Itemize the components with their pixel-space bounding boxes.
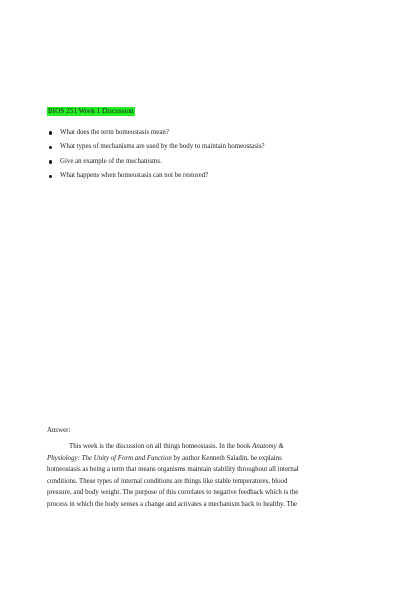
question-text: What types of mechanisms are used by the body to maintain homeostasis? <box>60 143 265 151</box>
question-list <box>47 126 265 184</box>
question-text: What does the term homeostasis mean? <box>60 129 169 136</box>
answer-paragraph <box>47 441 345 511</box>
list-item <box>47 126 265 140</box>
answer-line: homeostasis as being a term that means organisms maintain stability throughout all internal <box>47 466 299 474</box>
answer-line: Physiology: The Unity of Form and Function by author Kenneth Saladin, he explains <box>47 454 282 462</box>
answer-label: Answer: <box>47 427 71 434</box>
list-item <box>47 169 265 183</box>
bullet-icon <box>49 146 52 149</box>
bullet-icon <box>49 175 52 178</box>
list-item <box>47 155 265 169</box>
bullet-icon <box>49 160 52 163</box>
question-text: Give an example of the mechanisms. <box>60 157 162 165</box>
answer-line: pressure, and body weight. The purpose of this correlates to negative feedback which is the <box>47 489 299 497</box>
answer-line: conditions. These types of internal conditions are things like stable temperatures, blood <box>47 477 288 485</box>
answer-line: process in which the body senses a change and activates a mechanism back to healthy. The <box>47 500 298 508</box>
list-item <box>47 140 265 154</box>
question-text: What happens when homeostasis can not be restored? <box>60 172 209 180</box>
document-title: BIOS 251 Week 1 Discussion <box>48 107 134 115</box>
answer-line: This week is the discussion on all things homeostasis. In the book Anatomy & <box>69 443 284 450</box>
bullet-icon <box>49 131 52 134</box>
